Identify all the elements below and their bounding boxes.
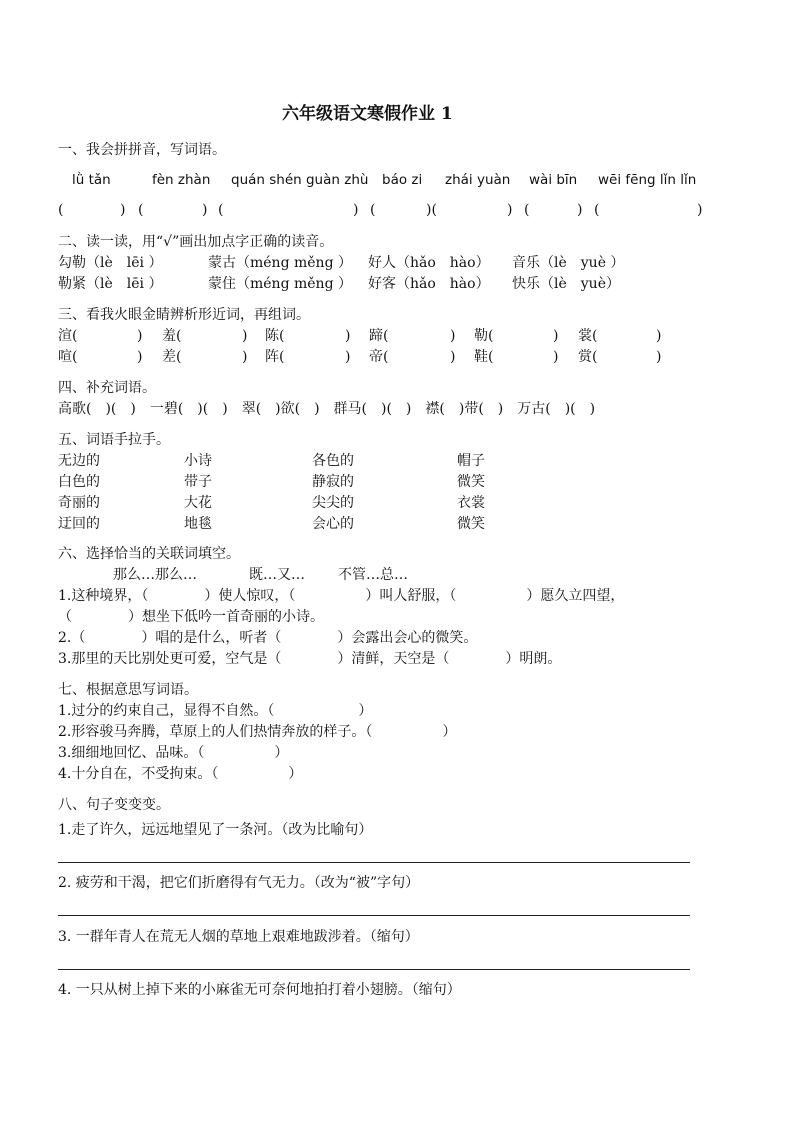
- answer-bracket: ): [353, 202, 359, 218]
- conjunction-question-1b: （ ）想坐下低吟一首奇丽的小诗。: [58, 609, 324, 625]
- word-group-char: 帝(: [369, 349, 389, 365]
- section6-heading: 六、选择恰当的关联词填空。: [58, 546, 240, 562]
- pronunciation-item: 音乐（lè yuè ）: [512, 255, 625, 271]
- conjunction-question-2: 2.（ ）唱的是什么，听者（ ）会露出会心的微笑。: [58, 630, 478, 646]
- pinyin-6: wài bīn: [529, 172, 578, 188]
- match-word: 无边的: [58, 453, 100, 469]
- word-group-char: 喧(: [58, 349, 78, 365]
- match-word: 帽子: [457, 453, 485, 469]
- word-group-char: 裳(: [578, 328, 598, 344]
- word-group-close: ): [137, 349, 143, 365]
- match-word: 静寂的: [312, 474, 354, 490]
- word-group-char: 鞋(: [474, 349, 494, 365]
- idiom-fill-line: 高歌( )( ) 一碧( )( ) 翠( )欲( ) 群马( )( ) 襟( )带( ) 万古( )( ): [58, 401, 596, 417]
- conjunction-question-3: 3.那里的天比别处更可爱，空气是（ ）清鲜，天空是（ ）明朗。: [58, 651, 562, 667]
- section7-heading: 七、根据意思写词语。: [58, 682, 198, 698]
- meaning-item: 3.细细地回忆、品味。（ ）: [58, 745, 289, 761]
- pronunciation-item: 好人（hǎo hào）: [368, 255, 490, 271]
- pinyin-7: wēi fēng lǐn lǐn: [598, 172, 697, 188]
- word-group-close: ): [450, 349, 456, 365]
- word-group-char: 渲(: [58, 328, 78, 344]
- word-group-char: 勒(: [474, 328, 494, 344]
- match-word: 迂回的: [58, 516, 100, 532]
- answer-bracket: (: [370, 202, 376, 218]
- word-group-char: 蹄(: [369, 328, 389, 344]
- pronunciation-item: 蒙住（méng měng ）: [208, 276, 352, 292]
- section5-heading: 五、词语手拉手。: [58, 432, 170, 448]
- word-group-close: ): [345, 328, 351, 344]
- conjunction-option: 不管…总…: [338, 567, 408, 583]
- meaning-item: 2.形容骏马奔腾，草原上的人们热情奔放的样子。（ ）: [58, 724, 457, 740]
- answer-bracket: ): [507, 202, 513, 218]
- word-group-char: 阵(: [265, 349, 285, 365]
- pinyin-2: fèn zhàn: [152, 172, 211, 188]
- section2-heading: 二、读一读，用“√”画出加点字正确的读音。: [58, 234, 334, 250]
- match-word: 各色的: [312, 453, 354, 469]
- match-word: 白色的: [58, 474, 100, 490]
- word-group-char: 陈(: [265, 328, 285, 344]
- word-group-close: ): [242, 349, 248, 365]
- meaning-item: 1.过分的约束自己，显得不自然。（ ）: [58, 703, 373, 719]
- word-group-close: ): [345, 349, 351, 365]
- word-group-close: ): [656, 328, 662, 344]
- conjunction-option: 那么…那么…: [113, 567, 197, 583]
- word-group-close: ): [242, 328, 248, 344]
- answer-bracket: ): [202, 202, 208, 218]
- answer-bracket: (: [524, 202, 530, 218]
- section4-heading: 四、补充词语。: [58, 380, 156, 396]
- sentence-task: 3. 一群年青人在荒无人烟的草地上艰难地跋涉着。（缩句）: [58, 929, 419, 945]
- word-group-close: ): [553, 328, 559, 344]
- match-word: 地毯: [184, 516, 212, 532]
- sentence-task: 4. 一只从树上掉下来的小麻雀无可奈何地拍打着小翅膀。（缩句）: [58, 982, 461, 998]
- pronunciation-item: 快乐（lè yuè）: [512, 276, 620, 292]
- pronunciation-item: 勾勒（lè lēi ）: [58, 255, 163, 271]
- match-word: 微笑: [457, 516, 485, 532]
- match-word: 微笑: [457, 474, 485, 490]
- answer-bracket: (: [218, 202, 224, 218]
- match-word: 带子: [184, 474, 212, 490]
- answer-bracket: (: [138, 202, 144, 218]
- word-group-close: ): [137, 328, 143, 344]
- answer-bracket: ): [577, 202, 583, 218]
- answer-bracket: (: [58, 202, 64, 218]
- match-word: 奇丽的: [58, 495, 100, 511]
- answer-bracket: (: [594, 202, 600, 218]
- pinyin-4: báo zi: [382, 172, 423, 188]
- match-word: 尖尖的: [312, 495, 354, 511]
- word-group-char: 赏(: [578, 349, 598, 365]
- pronunciation-item: 蒙古（méng měng ）: [208, 255, 352, 271]
- match-word: 衣裳: [457, 495, 485, 511]
- sentence-task: 1.走了许久，远远地望见了一条河。（改为比喻句）: [58, 822, 373, 838]
- pronunciation-item: 勒紧（lè lēi ）: [58, 276, 163, 292]
- word-group-char: 羞(: [162, 328, 182, 344]
- answer-line: [58, 862, 690, 863]
- section8-heading: 八、句子变变变。: [58, 797, 170, 813]
- answer-bracket: )(: [426, 202, 437, 218]
- conjunction-question-1a: 1.这种境界，（ ）使人惊叹，（ ）叫人舒服，（ ）愿久立四望，: [58, 588, 625, 604]
- answer-line: [58, 915, 690, 916]
- answer-bracket: ): [120, 202, 126, 218]
- answer-line: [58, 969, 690, 970]
- word-group-close: ): [553, 349, 559, 365]
- match-word: 会心的: [312, 516, 354, 532]
- pinyin-5: zhái yuàn: [445, 172, 511, 188]
- match-word: 大花: [184, 495, 212, 511]
- pinyin-3: quán shén guàn zhù: [231, 172, 369, 188]
- word-group-char: 差(: [162, 349, 182, 365]
- pronunciation-item: 好客（hǎo hào）: [368, 276, 490, 292]
- sentence-task: 2. 疲劳和干渴，把它们折磨得有气无力。（改为“被”字句）: [58, 875, 420, 891]
- match-word: 小诗: [184, 453, 212, 469]
- pinyin-1: lǜ tǎn: [72, 172, 111, 188]
- meaning-item: 4.十分自在，不受拘束。（ ）: [58, 766, 303, 782]
- section3-heading: 三、看我火眼金睛辨析形近词，再组词。: [58, 307, 310, 323]
- word-group-close: ): [656, 349, 662, 365]
- answer-bracket: ): [697, 202, 703, 218]
- page-title: 六年级语文寒假作业 1: [282, 104, 453, 124]
- section1-heading: 一、我会拼拼音，写词语。: [58, 142, 226, 158]
- conjunction-option: 既…又…: [249, 567, 305, 583]
- word-group-close: ): [450, 328, 456, 344]
